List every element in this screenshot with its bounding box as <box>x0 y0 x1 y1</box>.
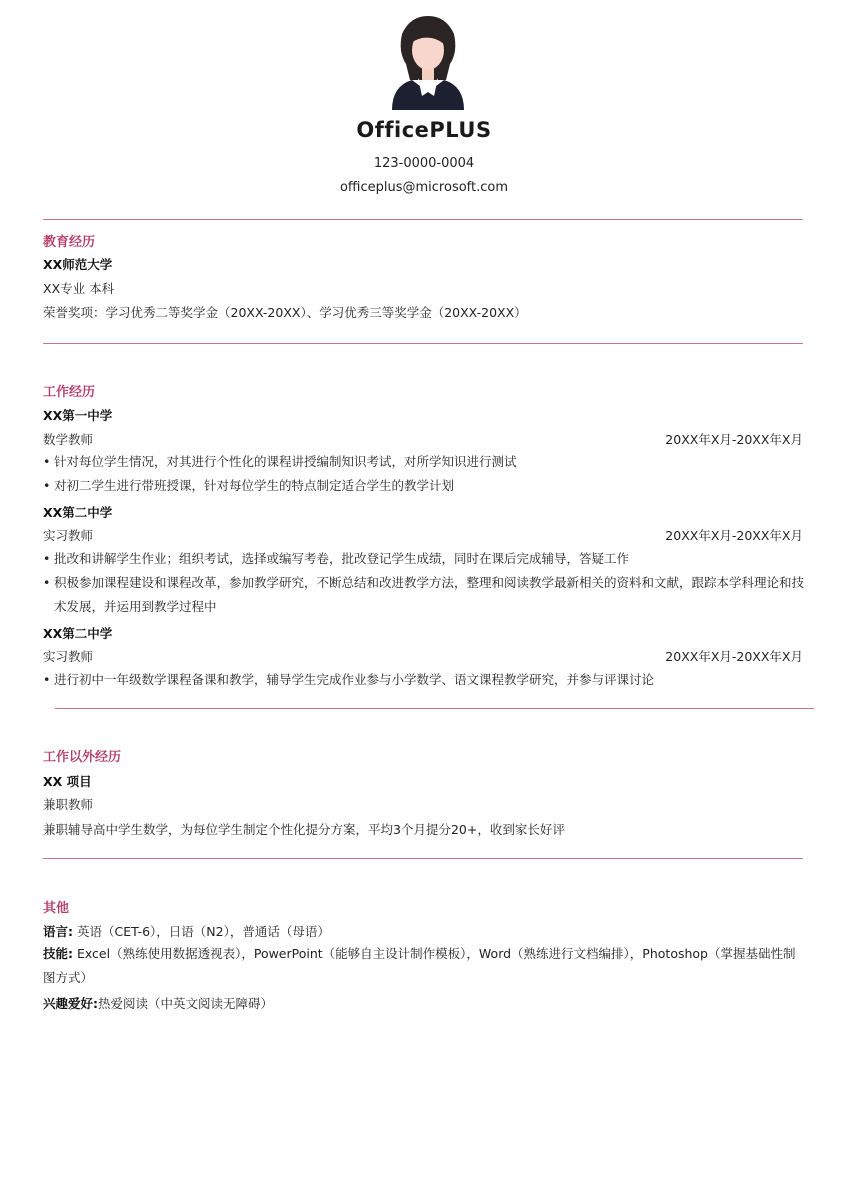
job-bullet: • 进行初中一年级数学课程备课和教学，辅导学生完成作业参与小学数学、语文课程教学研究，并参与评课讨论 <box>43 668 805 692</box>
divider <box>43 343 803 344</box>
project-desc: 兼职辅导高中学生数学，为每位学生制定个性化提分方案，平均3个月提分20+，收到家长好评 <box>43 822 565 837</box>
candidate-name: OfficePLUS <box>356 118 492 142</box>
school-name: XX师范大学 <box>43 257 113 272</box>
avatar <box>388 14 468 110</box>
job-org: XX第二中学 <box>43 505 113 520</box>
extra-title: 工作以外经历 <box>43 750 122 765</box>
work-title: 工作经历 <box>43 385 96 400</box>
bullet-dot-icon: • <box>43 672 51 687</box>
divider <box>43 219 803 220</box>
job-bullet: • 针对每位学生情况，对其进行个性化的课程讲授编制知识考试，对所学知识进行测试 <box>43 450 805 474</box>
bullet-dot-icon: • <box>43 454 51 469</box>
hobby-label: 兴趣爱好: <box>43 996 98 1011</box>
skills-row <box>43 942 805 990</box>
job-org: XX第一中学 <box>43 408 113 423</box>
email-address: officeplus@microsoft.com <box>339 180 509 195</box>
hobby-row <box>43 994 273 1012</box>
project-name: XX 项目 <box>43 774 92 789</box>
honors: 荣誉奖项：学习优秀二等奖学金（20XX-20XX）、学习优秀三等奖学金（20XX-20XX） <box>43 305 527 320</box>
job-role: 实习教师 <box>43 649 94 664</box>
job-date: 20XX年X月-20XX年X月 <box>665 432 803 447</box>
job-bullet: • 批改和讲解学生作业；组织考试，选择或编写考卷，批改登记学生成绩，同时在课后完成辅导，答疑工作 <box>43 547 805 571</box>
job-bullet: • 对初二学生进行带班授课，针对每位学生的特点制定适合学生的教学计划 <box>43 474 805 498</box>
job-role: 数学教师 <box>43 432 94 447</box>
job-org: XX第二中学 <box>43 626 113 641</box>
major: XX专业 本科 <box>43 281 115 296</box>
other-title: 其他 <box>43 901 70 916</box>
divider <box>55 708 814 709</box>
job-date: 20XX年X月-20XX年X月 <box>665 528 803 543</box>
divider <box>43 858 803 859</box>
skills-value: Excel（熟练使用数据透视表），PowerPoint（能够自主设计制作模板），Word（熟练进行文档编排），Photoshop（掌握基础性制图方式） <box>43 946 796 985</box>
hobby-value: 热爱阅读（中英文阅读无障碍） <box>98 996 274 1011</box>
project-role: 兼职教师 <box>43 797 94 812</box>
job-bullet: • 积极参加课程建设和课程改革，参加教学研究，不断总结和改进教学方法，整理和阅读教学最新相关的资料和文献，跟踪本学科理论和技术发展，并运用到教学过程中 <box>43 571 805 619</box>
education-title: 教育经历 <box>43 235 96 250</box>
bullet-dot-icon: • <box>43 478 51 493</box>
phone-number: 123-0000-0004 <box>373 156 475 171</box>
bullet-dot-icon: • <box>43 551 51 566</box>
language-value: 英语（CET-6），日语（N2），普通话（母语） <box>76 924 330 939</box>
job-date: 20XX年X月-20XX年X月 <box>665 649 803 664</box>
language-row <box>43 922 330 940</box>
bullet-dot-icon: • <box>43 575 51 590</box>
skills-label: 技能: <box>43 946 73 961</box>
language-label: 语言: <box>43 924 73 939</box>
job-role: 实习教师 <box>43 528 94 543</box>
